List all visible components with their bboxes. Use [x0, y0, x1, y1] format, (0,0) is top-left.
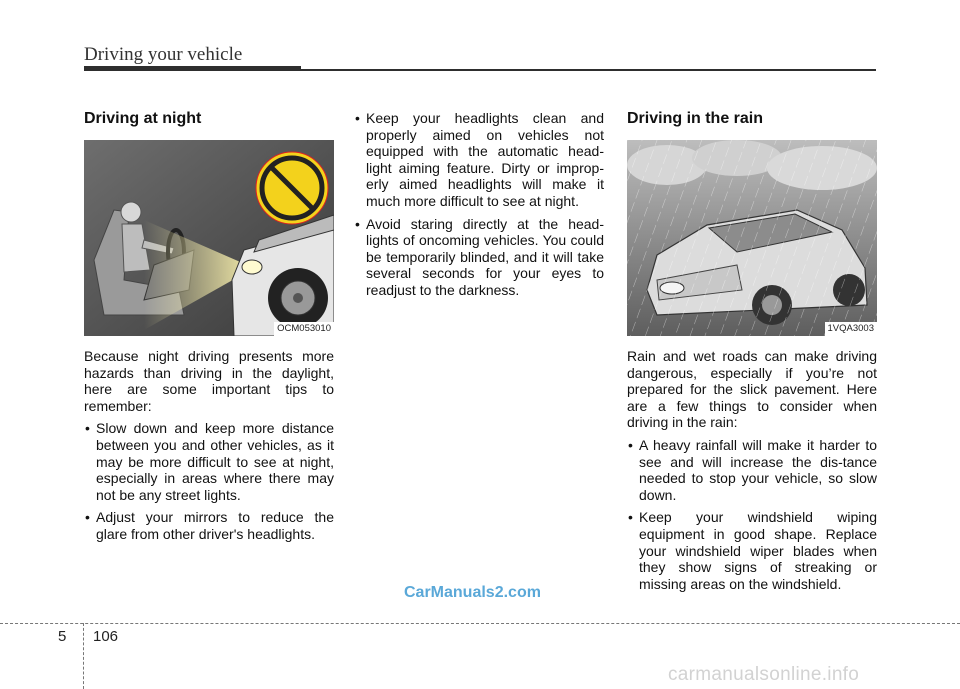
list-item: • Keep your headlights clean and properly aimed on vehicles not equipped with the automatic head-light aiming feature. Dirty or improp-erly aimed headlights will make it much more difficult to see at night. — [354, 110, 604, 210]
figure-code: OCM053010 — [274, 322, 334, 336]
night-intro: Because night driving presents more hazards than driving in the daylight, here are some important tips to remember: — [84, 348, 334, 414]
footer-divider — [83, 623, 84, 689]
night-driving-illustration — [84, 140, 334, 336]
bottom-watermark: carmanualsonline.info — [668, 664, 860, 685]
rain-heading: Driving in the rain — [627, 110, 764, 127]
watermark-link[interactable]: CarManuals2.com — [404, 584, 541, 601]
list-item: • A heavy rainfall will make it harder to see and will increase the dis-tance needed to stop your vehicle, so slow down. — [627, 437, 877, 503]
night-tips-list — [84, 420, 334, 542]
rain-intro: Rain and wet roads can make driving dangerous, especially if you’re not prepared for the slick pavement. Here are a few things to consider when driving in the rain: — [627, 348, 877, 431]
rain-driving-illustration — [627, 140, 877, 336]
list-item: • Slow down and keep more distance between you and other vehicles, as it may be more difficult to see at night, especially in areas where there may not be any street lights. — [84, 420, 334, 503]
list-item: • Adjust your mirrors to reduce the glare from other driver's headlights. — [84, 509, 334, 542]
rain-scene-graphic — [627, 140, 877, 336]
column-night-continued — [354, 110, 604, 305]
rain-tips-list — [627, 437, 877, 592]
page-number: 106 — [93, 628, 119, 645]
list-item: • Keep your windshield wiping equipment in good shape. Replace your windshield wiper blades when they show signs of streaking or missing areas on the windshield. — [627, 509, 877, 592]
column-night — [84, 110, 334, 549]
column-rain — [627, 110, 877, 598]
night-heading: Driving at night — [84, 110, 202, 127]
header-rule-thin — [301, 69, 876, 71]
footer-rule — [0, 623, 960, 624]
figure-code: 1VQA3003 — [825, 322, 877, 336]
list-item: • Avoid staring directly at the head-lights of oncoming vehicles. You could be temporarily blinded, and it will take several seconds for your eyes to readjust to the darkness. — [354, 216, 604, 299]
night-scene-graphic — [84, 140, 334, 336]
section-title: Driving your vehicle — [84, 44, 243, 65]
night-tips-list-continued — [354, 110, 604, 299]
chapter-number: 5 — [58, 628, 67, 645]
header-rule-thick — [84, 66, 301, 71]
